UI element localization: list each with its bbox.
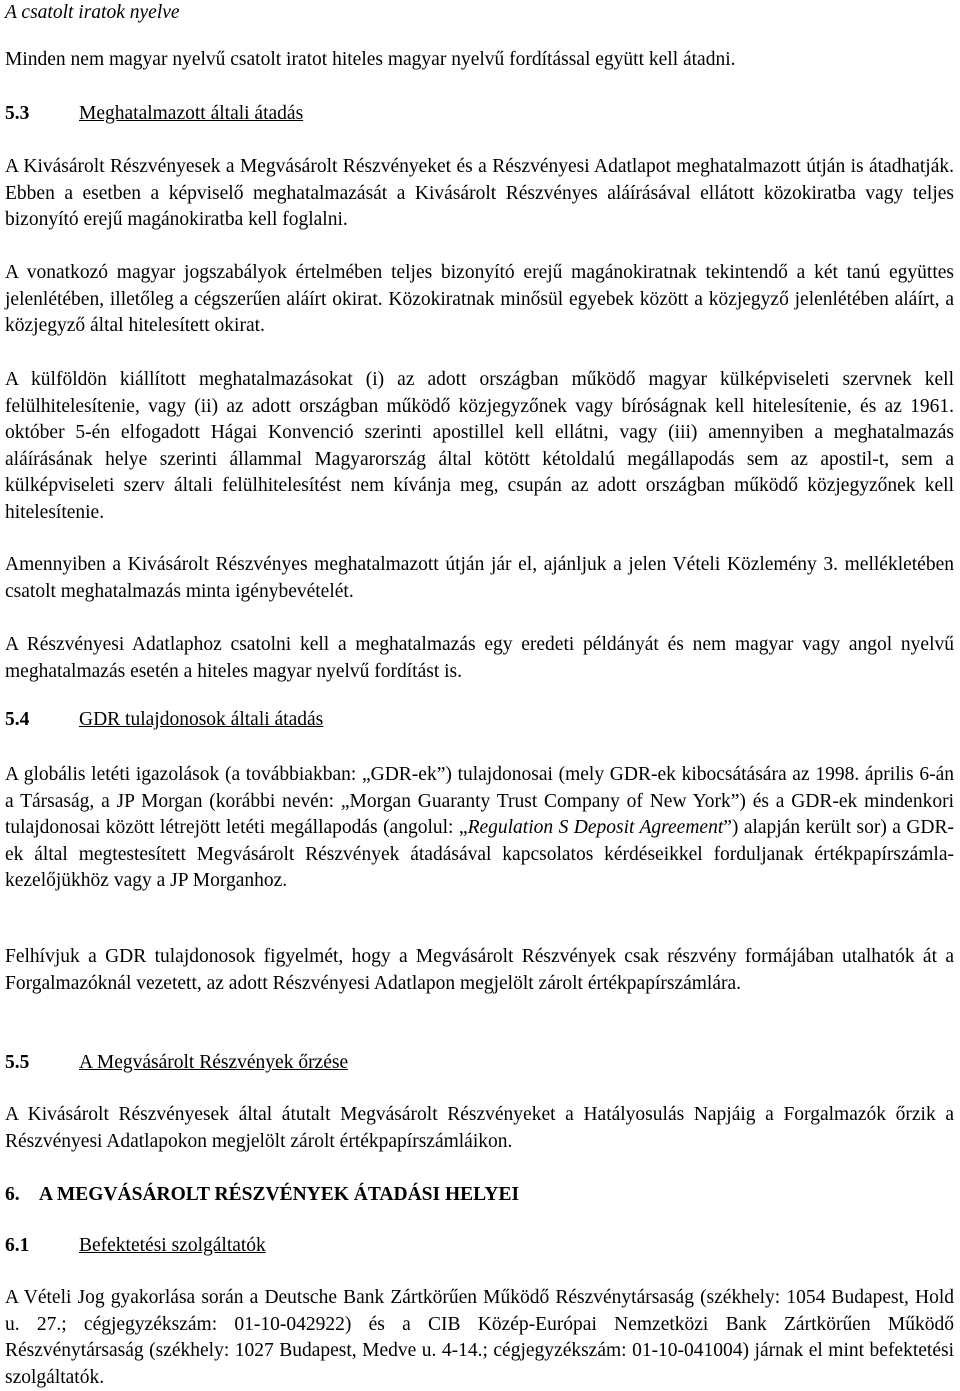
paragraph: Amennyiben a Kivásárolt Részvényes meghatalmazott útján jár el, ajánljuk a jelen Vételi Közlemény 3. mellékletében csatolt meghatalmazás minta igénybevételét. (5, 554, 954, 602)
paragraph: A Kivásárolt Részvényesek által átutalt Megvásárolt Részvényeket a Hatályosulás Napjáig a Forgalmazók őrzik a Részvényesi Adatlapokon megjelölt zárolt értékpapírszámláikon. (5, 1104, 954, 1152)
section-title: A MEGVÁSÁROLT RÉSZVÉNYEK ÁTADÁSI HELYEI (39, 1184, 520, 1205)
text-run: ”) alapján került sor) a GDR-ek által megtestesített Megvásárolt Részvények átadásával kapcsolatos kérdéseikkel forduljanak értékpapírszámla-kezelőjükhöz vagy a JP Morganhoz. (5, 817, 954, 891)
section-number: 5.3 (5, 103, 30, 124)
section-number: 6. (5, 1184, 20, 1205)
section-heading-6-1 (5, 1233, 954, 1260)
section-title: Befektetési szolgáltatók (79, 1235, 266, 1256)
paragraph: A vonatkozó magyar jogszabályok értelmében teljes bizonyító erejű magánokiratnak tekintendő a két tanú együttes jelenlétében, illetőleg a cégszerűen aláírt okirat. Közokiratnak minősül egyebek között a közjegyző jelenlétében aláírt, a közjegyző által hitelesített okirat. (5, 262, 954, 336)
italic-term: Regulation S Deposit Agreement (467, 817, 724, 838)
section-heading-5-3 (5, 101, 954, 128)
section-heading-5-4 (5, 707, 954, 734)
section-title: Meghatalmazott általi átadás (79, 103, 304, 124)
text-run: A globális letéti igazolások (a továbbiakban: „GDR-ek”) tulajdonosai (mely GDR-ek kibocsátására az 1998. április 6-án a Társaság, a JP Morgan (korábbi nevén: „Morgan Guaranty Trust Company of New York”) és a GDR-ek mindenkori tulajdonosai között létrejött letéti megállapodás (angolul: „ (5, 764, 954, 838)
section-title-attached-docs-language: A csatolt iratok nyelve (5, 2, 180, 23)
section-title: GDR tulajdonosok általi átadás (79, 709, 324, 730)
section-number: 5.5 (5, 1052, 30, 1073)
section-title: A Megvásárolt Részvények őrzése (79, 1052, 349, 1073)
section-heading-6 (5, 1182, 954, 1209)
paragraph: A Kivásárolt Részvényesek a Megvásárolt Részvényeket és a Részvényesi Adatlapot meghatalmazott útján is átadhatják. Ebben a esetben a képviselő meghatalmazását a Kivásárolt Részvényes aláírásával ellátott közokiratba vagy teljes bizonyító erejű magánokiratba kell foglalni. (5, 156, 954, 230)
section-number: 6.1 (5, 1235, 30, 1256)
section-number: 5.4 (5, 709, 30, 730)
paragraph: A Részvényesi Adatlaphoz csatolni kell a meghatalmazás egy eredeti példányát és nem magyar vagy angol nyelvű meghatalmazás esetén a hiteles magyar nyelvű fordítást is. (5, 634, 954, 682)
paragraph: A külföldön kiállított meghatalmazásokat (i) az adott országban működő magyar külképviseleti szervnek kell felülhitelesítenie, vagy (ii) az adott országban működő közjegyzőnek vagy bíróságnak kell hitelesítenie, és az 1961. október 5-én elfogadott Hágai Konvenció szerinti apostillel kell ellátni, vagy (iii) amennyiben a meghatalmazás aláírásának helye szerinti állammal Magyarország által kötött kétoldalú megállapodás sem az apostil-t, sem a külképviseleti szerv általi felülhitelesítést nem kívánja meg, csupán az adott országban működő közjegyzőnek kell hitelesítenie. (5, 369, 954, 523)
paragraph (5, 762, 954, 895)
paragraph: A Vételi Jog gyakorlása során a Deutsche Bank Zártkörűen Működő Részvénytársaság (székhely: 1054 Budapest, Hold u. 27.; cégjegyzékszám: 01-10-042922) és a CIB Közép-Európai Nemzetközi Bank Zártkörűen Működő Részvénytársaság (székhely: 1027 Budapest, Medve u. 4-14.; cégjegyzékszám: 01-10-041004) járnak el mint befektetési szolgáltatók. (5, 1287, 954, 1388)
section-heading-5-5 (5, 1050, 954, 1077)
paragraph: Felhívjuk a GDR tulajdonosok figyelmét, hogy a Megvásárolt Részvények csak részvény formájában utalhatók át a Forgalmazóknál vezetett, az adott Részvényesi Adatlapon megjelölt zárolt értékpapírszámlára. (5, 946, 954, 994)
paragraph: Minden nem magyar nyelvű csatolt iratot hiteles magyar nyelvű fordítással együtt kell átadni. (5, 49, 736, 70)
